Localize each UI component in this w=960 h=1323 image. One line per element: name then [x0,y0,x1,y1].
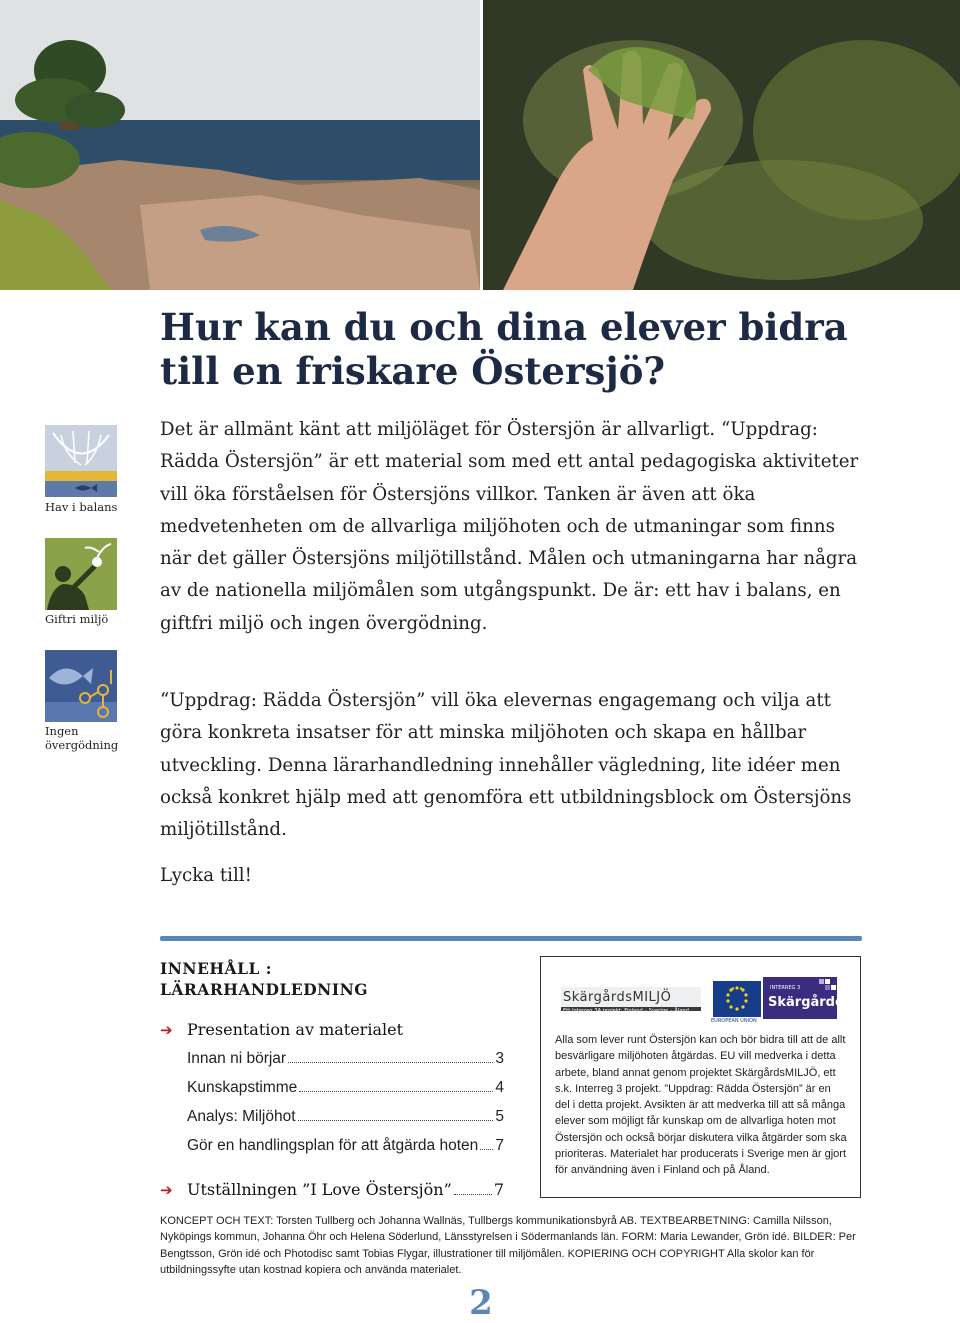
arrow-right-icon: ➔ [160,1181,173,1199]
toc-section-title: Utställningen ”I Love Östersjön” [187,1180,452,1199]
toc-item-label: Kunskapstimme [187,1079,298,1096]
closing-line: Lycka till! [160,865,252,886]
intro-paragraph: Det är allmänt känt att miljöläget för Östersjön är allvarligt. “Uppdrag: Rädda Östersjön” är ett material som med ett antal pedagogiska aktiviteter vill öka förståelsen för Östersjöns villkor. Tanken är även att öka medvetenheten om de allvarliga miljöhoten och de utmaningar som finns när det gäller Östersjöns miljötillstånd. Målen och utmaningarna har några av de nationella miljömålen som utgångspunkt. De är: ett hav i balans, en giftfri miljö och ingen övergödning. [160,419,859,634]
toc-heading-line1: INNEHÅLL : [160,959,272,978]
mission-paragraph: “Uppdrag: Rädda Östersjön” vill öka elevernas engagemang och vilja att göra konkreta insatser för att minska miljöhoten och skapa en hållbar utveckling. Denna lärarhandledning innehåller vägledning, lite idéer men också konkret hjälp med att genomföra ett utbildningsblock om Östersjöns miljötillstånd. [160,690,852,841]
toc-item-page: 7 [493,1180,504,1199]
toc-leader [454,1194,492,1195]
sidebar-label-hav: Hav i balans [45,500,118,514]
page-number: 2 [469,1283,493,1323]
arrow-right-icon: ➔ [160,1021,173,1039]
toc-item-page: 4 [495,1079,504,1096]
page-title-line2: till en friskare Östersjö? [160,349,666,393]
eu-flag-icon [713,981,761,1017]
toc-section-presentation[interactable] [160,1020,505,1039]
toc-section-utstallningen[interactable] [160,1180,504,1199]
toc-leader [480,1149,493,1150]
toc-item-innan[interactable] [187,1050,504,1068]
algae-hand-illustration [483,0,960,290]
toc-item-page: 3 [495,1050,504,1067]
page-title-line1: Hur kan du och dina elever bidra [160,305,848,349]
interreg-name: Skärgården [768,995,854,1010]
toc-item-page: 7 [495,1137,504,1154]
toc-item-label: Gör en handlingsplan för att åtgärda hoten [187,1137,479,1154]
toc-item-handlingsplan[interactable] [187,1137,504,1155]
toc-leader [299,1091,493,1092]
toc-section-title: Presentation av materialet [187,1020,403,1039]
coast-photo [0,0,480,290]
logo-name: SkärgårdsMILJÖ [563,990,672,1005]
interreg-small-label: INTERREG 3 [770,985,801,991]
toc-item-page: 5 [495,1108,504,1125]
eu-project-infobox [540,956,861,1198]
toc-heading [160,958,490,1000]
section-divider [160,936,862,941]
coast-photo-illustration [0,0,480,290]
page-title [160,305,880,393]
infobox-text: Alla som lever runt Östersjön kan och bör bidra till att de allt besvärligare miljöhoten åtgärdas. EU vill medverka i detta arbete, bland annat genom projektet SkärgårdsMILJÖ, ett s.k. Interreg 3 projekt. ”Uppdrag: Rädda Östersjön” är en del i detta projekt. Avsikten är att medverka till att så många elever som möjligt får kunskap om de allvarliga hoten mot Östersjön och också börjar diskutera vilka åtgärder som ska prioriteras. Materialet har producerats i Sverige men är gjort för användning även i Finland och på Åland. [555,1034,847,1177]
fish-molecule-icon [45,650,117,722]
toc-heading-line2: LÄRARHANDLEDNING [160,980,368,999]
toc-item-analys[interactable] [187,1108,504,1126]
toc-leader [288,1062,493,1063]
person-plant-icon [45,538,117,610]
sidebar-label-ingen: Ingen övergödning [45,724,119,752]
algae-hand-photo [483,0,960,290]
sidebar-label-giftri: Giftri miljö [45,612,109,626]
boat-fish-icon [45,425,117,497]
eu-label: EUROPEAN UNION [711,1018,757,1024]
toc-item-label: Innan ni börjar [187,1050,287,1067]
credits-text: KONCEPT OCH TEXT: Torsten Tullberg och Johanna Wallnäs, Tullbergs kommunikationsbyrå AB. TEXTBEARBETNING: Camilla Nilsson, Nyköpings kommun, Johanna Öhr och Helena Söderlund, Länsstyrelsen i Södermanlands län. FORM: Maria Lewander, Grön idé. BILDER: Per Bengtsson, Grön idé och Photodisc samt Tobias Flygar, illustrationer till miljömålen. KOPIERING OCH COPYRIGHT Alla skolor kan för utbildningssyfte utan kostnad kopiera och använda materialet. [160,1215,856,1276]
toc-item-label: Analys: Miljöhot [187,1108,296,1125]
logo-subtitle: Ett Interreg 3A projekt: Finland – Sverige – Åland [563,1008,689,1014]
toc-item-kunskapstimme[interactable] [187,1079,504,1097]
toc-leader [298,1120,494,1121]
